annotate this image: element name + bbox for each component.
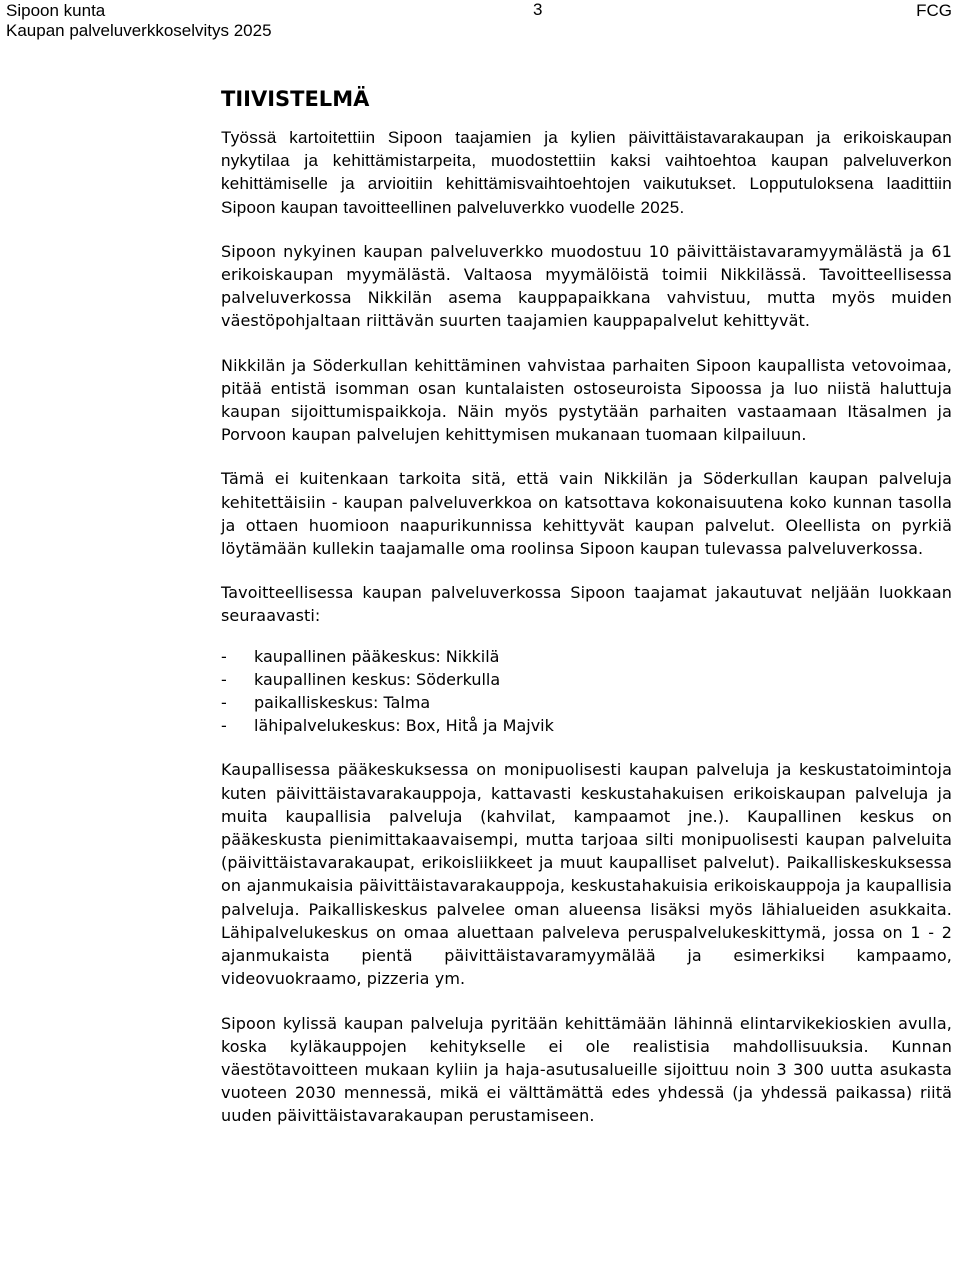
paragraph-intro: Työssä kartoitettiin Sipoon taajamien ja kylien päivittäistavarakaupan ja erikoiskaupan nykytilaa ja kehittämistarpeita, muodostettiin kaksi vaihtoehtoa kaupan palveluverkon kehittämiselle ja arvioitiin kehittämisvaihtoehtojen vaikutukset. Lopputuloksena laadittiin Sipoon kaupan tavoitteellinen palveluverkko vuodelle 2025. bbox=[221, 128, 952, 217]
header-company: FCG bbox=[916, 1, 952, 20]
paragraph-villages: Sipoon kylissä kaupan palveluja pyritään kehittämään lähinnä elintarvikekioskien avulla, koska kyläkauppojen kehitykselle ei ole realistisia mahdollisuuksia. Kunnan väestötavoitteen mukaan kyliin ja haja-asutusalueille sijoittuu noin 3 300 uutta asukasta vuoteen 2030 mennessä, mikä ei välttämättä edes yhdessä (ja yhdessä paikassa) riitä uuden päivittäistavarakaupan perustamiseen. bbox=[221, 1013, 952, 1126]
settlement-class-list bbox=[221, 645, 952, 738]
list-item: - kaupallinen pääkeskus: Nikkilä bbox=[221, 645, 952, 668]
section-title: TIIVISTELMÄ bbox=[221, 87, 370, 111]
list-item: - kaupallinen keskus: Söderkulla bbox=[221, 668, 952, 691]
paragraph-development: Nikkilän ja Söderkullan kehittäminen vahvistaa parhaiten Sipoon kaupallista vetovoimaa, pitää entistä isomman osan kuntalaisten ostoseuroista Sipoossa ja luo niistä haluttuja kaupan sijoittumispaikkoja. Näin myös pystytään parhaiten vastaamaan Itäsalmen ja Porvoon kaupan palvelujen kehittymisen mukanaan tuomaan kilpailuun. bbox=[221, 355, 952, 445]
paragraph-center-descriptions: Kaupallisessa pääkeskuksessa on monipuolisesti kaupan palveluja ja keskustatoimintoja kuten päivittäistavarakauppoja, kattavasti keskustahakuisen erikoiskaupan palveluja ja muita kaupallisia palveluja (kahvilat, kampaamot jne.). Kaupallinen keskus on pääkeskusta pienimittakaavaisempi, mutta tarjoaa silti monipuolisesti kaupan palveluita (päivittäistavarakaupat, erikoisliikkeet ja muut kaupalliset palvelut). Paikalliskeskuksessa on ajanmukaisia päivittäistavarakauppoja, keskustahakuisia erikoiskauppoja ja kaupallisia palveluja. Paikalliskeskus palvelee oman alueensa lisäksi myös lähialueiden asukkaita. Lähipalvelukeskus on omaa aluettaan palveleva peruspalvelukeskittymä, jossa on 1 - 2 ajanmukaista pientä päivittäistavaramyymälää ja esimerkiksi kampaamo, videovuokraamo, pizzeria ym. bbox=[221, 760, 952, 989]
paragraph-classes-intro: Tavoitteellisessa kaupan palveluverkossa Sipoon taajamat jakautuvat neljään luokkaan seuraavasti: bbox=[221, 583, 952, 626]
header-report-title: Kaupan palveluverkkoselvitys 2025 bbox=[6, 21, 272, 40]
header-left bbox=[6, 1, 272, 41]
paragraph-current-network: Sipoon nykyinen kaupan palveluverkko muodostuu 10 päivittäistavaramyymälästä ja 61 erikoiskaupan myymälästä. Valtaosa myymälöistä toimii Nikkilässä. Tavoitteellisessa palveluverkossa Nikkilän asema kauppapaikkana vahvistuu, mutta myös muiden väestöpohjaltaan riittävän suurten taajamien kauppapalvelut kehittyvät. bbox=[221, 241, 952, 331]
header-organization: Sipoon kunta bbox=[6, 1, 106, 20]
page-number: 3 bbox=[533, 0, 543, 19]
paragraph-whole-municipality: Tämä ei kuitenkaan tarkoita sitä, että vain Nikkilän ja Söderkullan kaupan palveluja kehitettäisiin - kaupan palveluverkkoa on katsottava kokonaisuutena koko kunnan tasolla ja ottaen huomioon naapurikunnissa kehittyvät kaupan palvelut. Oleellista on pyrkiä löytämään kullekin taajamalle oma roolinsa Sipoon kaupan tulevassa palveluverkossa. bbox=[221, 469, 952, 559]
list-item: - lähipalvelukeskus: Box, Hitå ja Majvik bbox=[221, 714, 952, 737]
document-body bbox=[221, 86, 952, 1149]
page-header bbox=[0, 0, 960, 42]
list-item: - paikalliskeskus: Talma bbox=[221, 691, 952, 714]
